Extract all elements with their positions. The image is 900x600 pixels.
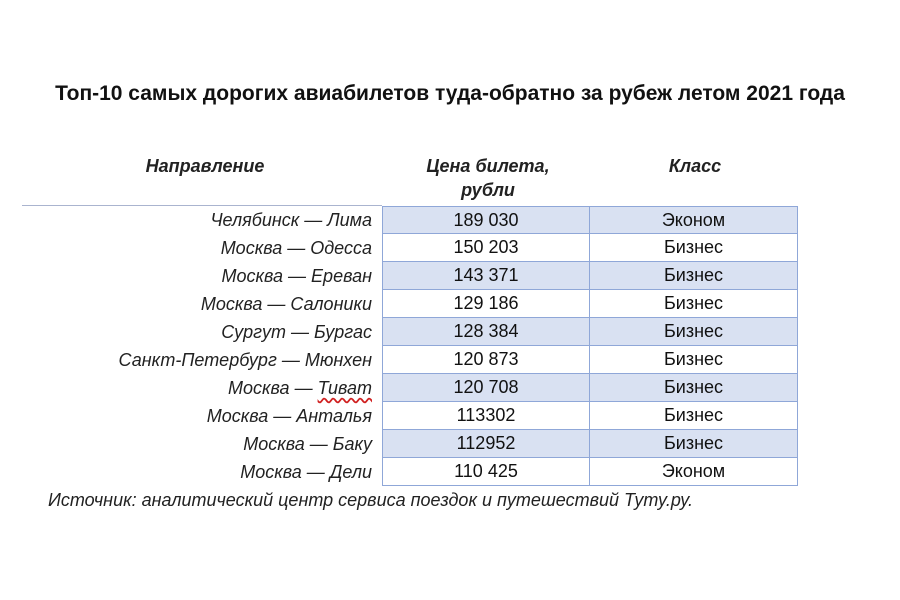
origin-city: Москва (200, 294, 263, 314)
header-direction: Направление (145, 156, 265, 176)
header-price-line2: рубли (461, 180, 515, 200)
table-title: Топ-10 самых дорогих авиабилетов туда-обратно за рубеж летом 2021 года (55, 82, 845, 105)
origin-city: Москва (243, 434, 305, 454)
header-price (383, 154, 593, 202)
destination-city: Тиват (317, 378, 372, 398)
route-separator: — (276, 350, 305, 370)
class-cell: Бизнес (590, 430, 798, 458)
table-row (22, 374, 798, 402)
table-row (22, 346, 798, 374)
origin-city: Москва (240, 462, 302, 482)
route-separator: — (301, 462, 330, 482)
destination-city: Анталья (296, 406, 372, 426)
direction-cell (22, 430, 382, 458)
route-separator: — (262, 294, 291, 314)
source-note: Источник: аналитический центр сервиса поездок и путешествий Туту.ру. (48, 490, 694, 510)
header-class: Класс (668, 156, 722, 176)
origin-city: Челябинск (210, 210, 300, 230)
table-row (22, 402, 798, 430)
direction-cell (22, 346, 382, 374)
class-cell: Бизнес (590, 290, 798, 318)
origin-city: Сургут (221, 322, 286, 342)
origin-city: Москва (206, 406, 269, 426)
route-separator: — (283, 266, 312, 286)
price-cell: 120 708 (382, 374, 590, 402)
fares-table (22, 206, 798, 486)
table-row (22, 318, 798, 346)
route-separator: — (299, 210, 328, 230)
destination-city: Салоники (290, 294, 372, 314)
price-cell: 189 030 (382, 206, 590, 234)
origin-city: Москва (220, 238, 283, 258)
route-separator: — (268, 406, 297, 426)
class-cell: Бизнес (590, 262, 798, 290)
direction-cell (22, 290, 382, 318)
direction-cell (22, 206, 382, 234)
price-cell: 113302 (382, 402, 590, 430)
route-separator: — (285, 322, 314, 342)
destination-city: Лима (327, 210, 372, 230)
route-separator: — (304, 434, 333, 454)
price-cell: 112952 (382, 430, 590, 458)
price-cell: 110 425 (382, 458, 590, 486)
direction-cell (22, 374, 382, 402)
destination-city: Ереван (311, 266, 372, 286)
table-row (22, 290, 798, 318)
route-separator: — (289, 378, 318, 398)
table-row (22, 430, 798, 458)
direction-cell (22, 402, 382, 430)
origin-city: Санкт-Петербург (118, 350, 277, 370)
table-row (22, 206, 798, 234)
price-cell: 143 371 (382, 262, 590, 290)
route-separator: — (282, 238, 311, 258)
direction-cell (22, 262, 382, 290)
destination-city: Баку (332, 434, 372, 454)
destination-city: Мюнхен (304, 350, 372, 370)
direction-cell (22, 458, 382, 486)
price-cell: 129 186 (382, 290, 590, 318)
header-price-line1: Цена билета, (426, 156, 550, 176)
direction-cell (22, 234, 382, 262)
origin-city: Москва (221, 266, 284, 286)
table-row (22, 458, 798, 486)
price-cell: 128 384 (382, 318, 590, 346)
price-cell: 120 873 (382, 346, 590, 374)
direction-cell (22, 318, 382, 346)
class-cell: Эконом (590, 206, 798, 234)
table-row (22, 234, 798, 262)
table-row (22, 262, 798, 290)
class-cell: Бизнес (590, 234, 798, 262)
class-cell: Бизнес (590, 402, 798, 430)
class-cell: Бизнес (590, 374, 798, 402)
origin-city: Москва (228, 378, 290, 398)
class-cell: Бизнес (590, 346, 798, 374)
class-cell: Бизнес (590, 318, 798, 346)
destination-city: Дели (329, 462, 372, 482)
destination-city: Одесса (310, 238, 372, 258)
destination-city: Бургас (313, 322, 372, 342)
price-cell: 150 203 (382, 234, 590, 262)
class-cell: Эконом (590, 458, 798, 486)
